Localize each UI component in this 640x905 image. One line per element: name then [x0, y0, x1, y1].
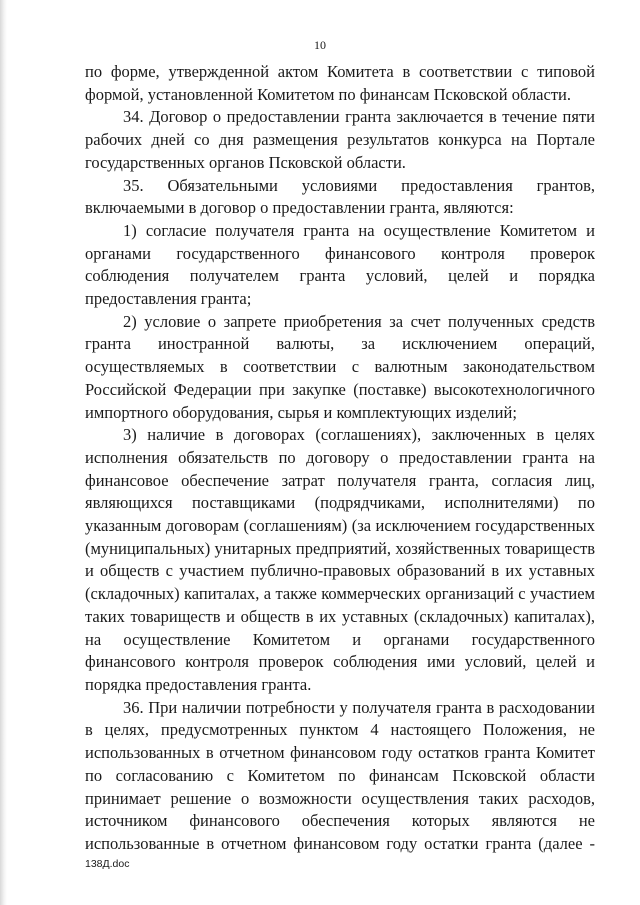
- paragraph-35-item-3: 3) наличие в договорах (соглашениях), заключенных в целях исполнения обязательств по договору о предоставлении гранта на финансовое обеспечение затрат получателя гранта, согласия лиц, являющихся поставщиками (подрядчиками, исполнителями) по указанным договорам (соглашениям) (за исключением государственных (муниципальных) унитарных предприятий, хозяйственных товариществ и обществ с участием публично-правовых образований в их уставных (складочных) капиталах, а также коммерческих организаций с участием таких товариществ и обществ в их уставных (складочных) капиталах), на осуществление Комитетом и органами государственного финансового контроля проверок соблюдения ими условий, целей и порядка предоставления гранта.: [85, 425, 595, 694]
- paragraph-36: 36. При наличии потребности у получателя гранта в расходовании в целях, предусмотренных пунктом 4 настоящего Положения, не использованных в отчетном финансовом году остатков гранта Комитет по согласованию с Комитетом по финансам Псковской области принимает решение о возможности осуществления таких расходов, источником финансового обеспечения которых являются не использованные в отчетном финансовом году остатки гранта (далее -: [85, 697, 595, 853]
- paragraph-35-item-1: 1) согласие получателя гранта на осуществление Комитетом и органами государственного финансового контроля проверок соблюдения получателем гранта условий, целей и порядка предоставления гранта;: [85, 220, 595, 309]
- paragraph-34: 34. Договор о предоставлении гранта заключается в течение пяти рабочих дней со дня размещения результатов конкурса на Портале государственных органов Псковской области.: [85, 107, 595, 172]
- paragraph-35-item-2: 2) условие о запрете приобретения за счет полученных средств гранта иностранной валюты, за исключением операций, осуществляемых в соответствии с валютным законодательством Российской Федерации при закупке (поставке) высокотехнологичного импортного оборудования, сырья и комплектующих изделий;: [85, 311, 595, 422]
- page-number: 10: [314, 38, 326, 52]
- paragraph-35: 35. Обязательными условиями предоставления грантов, включаемыми в договор о предоставлении гранта, являются:: [85, 175, 595, 218]
- paragraph-continuation: по форме, утвержденной актом Комитета в соответствии с типовой формой, установленной Комитетом по финансам Псковской области.: [85, 62, 595, 104]
- footer-filename: 138Д.doc: [85, 858, 130, 870]
- scan-edge-shadow: [0, 0, 7, 905]
- document-body: [85, 61, 595, 856]
